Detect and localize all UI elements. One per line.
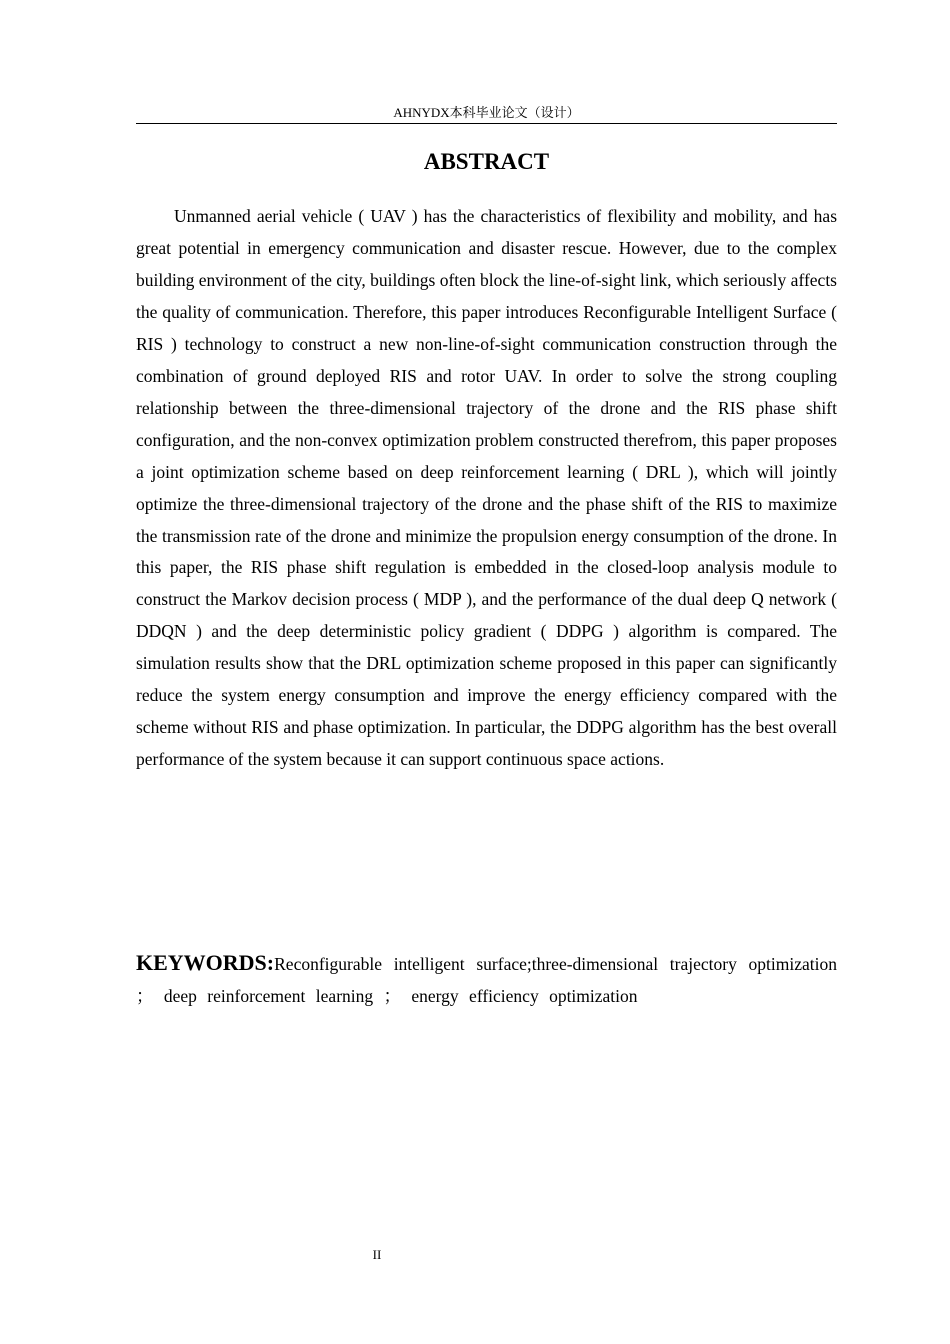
abstract-paragraph: Unmanned aerial vehicle ( UAV ) has the characteristics of flexibility and mobility, and has great potential in emergency communication and disaster rescue. However, due to the complex building environment of the city, buildings often block the line-of-sight link, which seriously affects the quality of communication. Therefore, this paper introduces Reconfigurable Intelligent Surface ( RIS ) technology to construct a new non-line-of-sight communication construction through the combination of ground deployed RIS and rotor UAV. In order to solve the strong coupling relationship between the three-dimensional trajectory of the drone and the RIS phase shift configuration, and the non-convex optimization problem constructed therefrom, this paper proposes a joint optimization scheme based on deep reinforcement learning ( DRL ), which will jointly optimize the three-dimensional trajectory of the drone and the phase shift of the RIS to maximize the transmission rate of the drone and minimize the propulsion energy consumption of the drone. In this paper, the RIS phase shift regulation is embedded in the closed-loop analysis module to construct the Markov decision process ( MDP ), and the performance of the dual deep Q network ( DDQN ) and the deep deterministic policy gradient ( DDPG ) algorithm is compared. The simulation results show that the DRL optimization scheme proposed in this paper can significantly reduce the system energy consumption and improve the energy efficiency compared with the scheme without RIS and phase optimization. In particular, the DDPG algorithm has the best overall performance of the system because it can support continuous space actions.	[136, 206, 837, 770]
header-divider	[136, 123, 837, 124]
keywords-label: KEYWORDS:	[136, 950, 275, 975]
keywords-text: Reconfigurable intelligent surface;three-dimensional trajectory optimization ； deep reinforcement learning ； energy efficiency optimization	[136, 954, 837, 1006]
page-number: II	[372, 1247, 382, 1262]
running-header: AHNYDX本科毕业论文（设计）	[393, 105, 580, 120]
keywords-section	[136, 947, 837, 1012]
page-title: ABSTRACT	[423, 149, 550, 174]
